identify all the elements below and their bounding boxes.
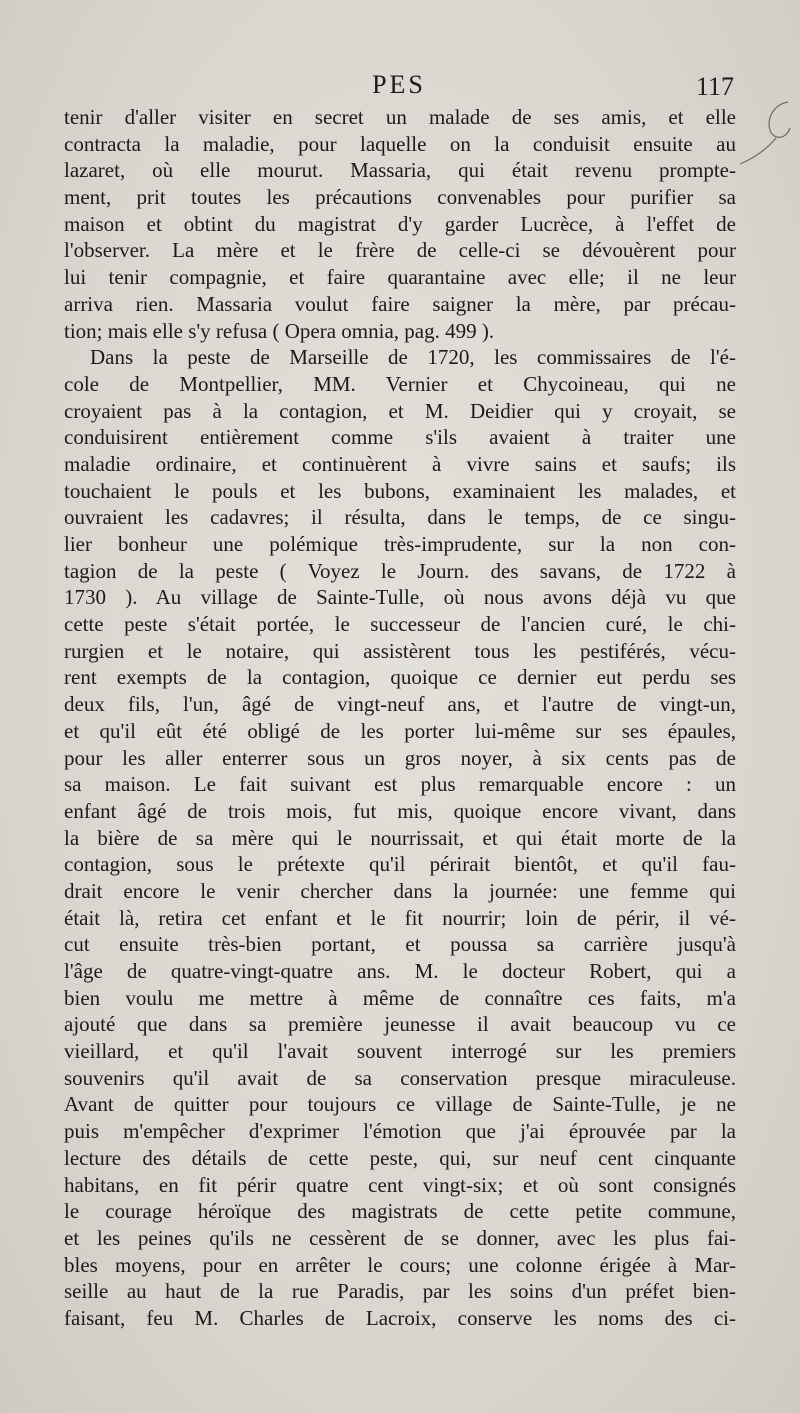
text-line: conduisirent entièrement comme s'ils avaient à traiter une <box>64 425 736 450</box>
text-line: deux fils, l'un, âgé de vingt-neuf ans, et l'autre de vingt-un, <box>64 692 736 717</box>
text-line: croyaient pas à la contagion, et M. Deidier qui y croyait, se <box>64 398 736 423</box>
text-line: Avant de quitter pour toujours ce village de Sainte-Tulle, je ne <box>64 1092 736 1117</box>
text-line: seille au haut de la rue Paradis, par les soins d'un préfet bien- <box>64 1279 736 1304</box>
text-line: lier bonheur une polémique très-imprudente, sur la non con- <box>64 532 736 556</box>
text-line: lecture des détails de cette peste, qui, sur neuf cent cinquante <box>64 1145 736 1170</box>
text-line: habitans, en fit périr quatre cent vingt-six; et où sont consignés <box>64 1172 736 1197</box>
text-line: et qu'il eût été obligé de les porter lui-même sur ses épaules, <box>64 718 736 743</box>
text-line: 1730 ). Au village de Sainte-Tulle, où nous avons déjà vu que <box>64 585 736 610</box>
text-line: contracta la maladie, pour laquelle on la conduisit ensuite au <box>64 131 736 156</box>
text-line: bles moyens, pour en arrêter le cours; une colonne érigée à Mar- <box>64 1252 736 1277</box>
text-line: vieillard, et qu'il l'avait souvent interrogé sur les premiers <box>64 1039 736 1064</box>
text-line: maladie ordinaire, et continuèrent à vivre sains et saufs; ils <box>64 451 736 476</box>
text-line: touchaient le pouls et les bubons, examinaient les malades, et <box>64 478 736 503</box>
text-line: ment, prit toutes les précautions convenables pour purifier sa <box>64 185 736 210</box>
text-line: tagion de la peste ( Voyez le Journ. des savans, de 1722 à <box>64 558 736 583</box>
text-line: rurgien et le notaire, qui assistèrent tous les pestiférés, vécu- <box>64 638 736 663</box>
text-line: maison et obtint du magistrat d'y garder Lucrèce, à l'effet de <box>64 211 736 236</box>
text-line: faisant, feu M. Charles de Lacroix, conserve les noms des ci- <box>64 1305 736 1330</box>
text-line: bien voulu me mettre à même de connaître ces faits, m'a <box>64 985 736 1010</box>
text-line: était là, retira cet enfant et le fit nourrir; loin de périr, il vé- <box>64 905 736 930</box>
text-line: ouvraient les cadavres; il résulta, dans le temps, de ce singu- <box>64 505 736 530</box>
text-line: et les peines qu'ils ne cessèrent de se donner, avec les plus fai- <box>64 1225 736 1250</box>
text-line: Dans la peste de Marseille de 1720, les commissaires de l'é- <box>90 345 736 370</box>
text-line: souvenirs qu'il avait de sa conservation presque miraculeuse. <box>64 1065 736 1090</box>
text-line: tion; mais elle s'y refusa ( Opera omnia, pag. 499 ). <box>64 318 495 343</box>
text-line: enfant âgé de trois mois, fut mis, quoique encore vivant, dans <box>64 798 736 823</box>
text-line: arriva rien. Massaria voulut faire saigner la mère, par précau- <box>64 291 736 316</box>
text-line: cut ensuite très-bien portant, et poussa sa carrière jusqu'à <box>64 932 736 957</box>
text-line: sa maison. Le fait suivant est plus remarquable encore : un <box>64 772 736 797</box>
text-line: cette peste s'était portée, le successeur de l'ancien curé, le chi- <box>64 612 736 637</box>
text-line: puis m'empêcher d'exprimer l'émotion que j'ai éprouvée par la <box>64 1119 736 1144</box>
text-line: lazaret, où elle mourut. Massaria, qui était revenu prompte- <box>64 158 736 183</box>
text-line: ajouté que dans sa première jeunesse il avait beaucoup vu ce <box>64 1012 736 1037</box>
text-line: lui tenir compagnie, et faire quarantaine avec elle; il ne leur <box>64 265 736 290</box>
margin-ink-mark <box>736 98 792 178</box>
text-line: drait encore le venir chercher dans la journée: une femme qui <box>64 878 736 903</box>
text-line: pour les aller enterrer sous un gros noyer, à six cents pas de <box>64 745 736 770</box>
text-line: l'observer. La mère et le frère de celle-ci se dévouèrent pour <box>64 238 736 263</box>
text-line: rent exempts de la contagion, quoique ce dernier eut perdu ses <box>64 665 736 690</box>
text-line: cole de Montpellier, MM. Vernier et Chycoineau, qui ne <box>64 371 736 396</box>
text-line: l'âge de quatre-vingt-quatre ans. M. le docteur Robert, qui a <box>64 959 736 983</box>
running-head: PES <box>372 70 426 99</box>
page-number: 117 <box>695 72 734 101</box>
text-line: le courage héroïque des magistrats de cette petite commune, <box>64 1199 736 1224</box>
text-line: contagion, sous le prétexte qu'il périrait bientôt, et qu'il fau- <box>64 852 736 877</box>
text-line: tenir d'aller visiter en secret un malade de ses amis, et elle <box>64 105 736 129</box>
text-line: la bière de sa mère qui le nourrissait, et qui était morte de la <box>64 825 736 850</box>
body-text <box>64 104 736 1332</box>
